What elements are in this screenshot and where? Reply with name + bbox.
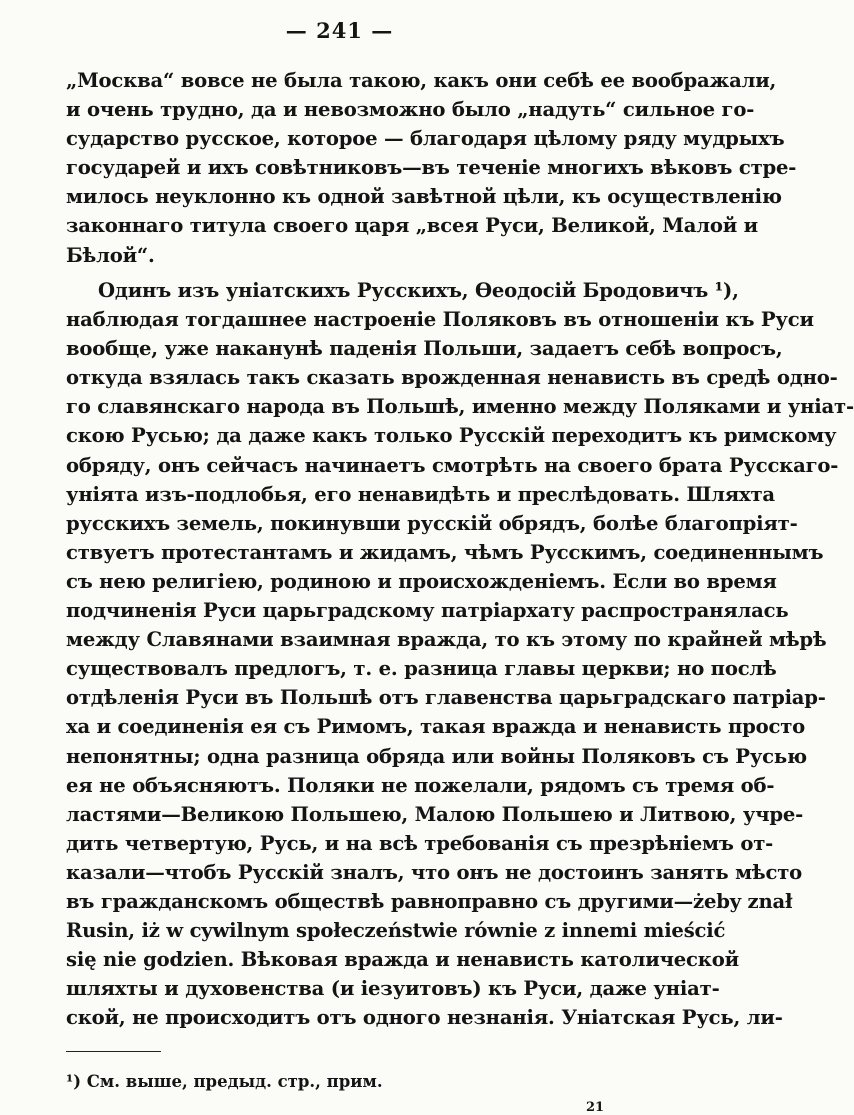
text-line: ской, не происходитъ отъ одного незнанія. Уніатская Русь, ли- — [66, 1006, 783, 1030]
text-line: государей и ихъ совѣтниковъ—въ теченіе многихъ вѣковъ стре- — [66, 156, 797, 180]
text-line: ея не объясняютъ. Поляки не пожелали, рядомъ съ тремя об- — [66, 773, 775, 797]
paragraph-1 — [66, 66, 797, 270]
text-line: się nie godzien. Вѣковая вражда и ненависть католической — [66, 948, 739, 972]
text-line: ствуетъ протестантамъ и жидамъ, чѣмъ Русскимъ, соединеннымъ — [66, 540, 824, 564]
text-line: откуда взялась такъ сказать врожденная ненависть въ средѣ одно- — [66, 366, 838, 390]
page-number: — 241 — — [285, 18, 394, 43]
text-line: между Славянами взаимная вражда, то къ этому по крайней мѣрѣ — [66, 628, 827, 652]
footnote: ¹) См. выше, предыд. стр., прим. — [66, 1072, 383, 1091]
text-line: и очень трудно, да и невозможно было „надуть“ сильное го- — [66, 98, 755, 122]
text-line: го славянскаго народа въ Польшѣ, именно между Поляками и уніат- — [66, 395, 854, 419]
text-line: Rusin, iż w cywilnym społeczeństwie rόwnie z innemi mieścić — [66, 919, 726, 943]
text-line: существовалъ предлогъ, т. е. разница главы церкви; но послѣ — [66, 657, 777, 681]
text-line: законнаго титула своего царя „всея Руси, Великой, Малой и — [66, 214, 759, 238]
text-line: отдѣленія Руси въ Польшѣ отъ главенства царьградскаго патріар- — [66, 686, 826, 710]
text-line: ластями—Великою Польшею, Малою Польшею и Литвою, учре- — [66, 802, 804, 826]
text-line: съ нею религіею, родиною и происхожденіемъ. Если во время — [66, 569, 777, 593]
paragraph-2 — [66, 276, 854, 1032]
text-line: сударство русское, которое — благодаря цѣлому ряду мудрыхъ — [66, 127, 785, 151]
text-line: непонятны; одна разница обряда или войны Поляковъ съ Русью — [66, 744, 807, 768]
text-line: Одинъ изъ уніатскихъ Русскихъ, Ѳеодосій Бродовичъ ¹), — [98, 279, 739, 302]
text-line: „Москва“ вовсе не была такою, какъ они себѣ ее воображали, — [66, 69, 777, 92]
text-line: Бѣлой“. — [66, 243, 155, 267]
text-line: шляхты и духовенства (и іезуитовъ) къ Руси, даже уніат- — [66, 977, 720, 1001]
text-line: скою Русью; да даже какъ только Русскій переходитъ къ римскому — [66, 424, 837, 448]
text-line: обряду, онъ сейчасъ начинаетъ смотрѣть на своего брата Русскаго- — [66, 453, 839, 477]
text-line: ха и соединенія ея съ Римомъ, такая вражда и ненависть просто — [66, 715, 806, 739]
text-line: вообще, уже наканунѣ паденія Польши, задаетъ себѣ вопросъ, — [66, 337, 783, 361]
footnote-divider — [66, 1051, 161, 1052]
text-line: милось неуклонно къ одной завѣтной цѣли, къ осуществленію — [66, 185, 782, 209]
signature-mark: 21 — [586, 1100, 605, 1115]
text-line: наблюдая тогдашнее настроеніе Поляковъ въ отношеніи къ Руси — [66, 308, 814, 332]
text-line: уніята изъ-подлобья, его ненавидѣть и преслѣдовать. Шляхта — [66, 482, 775, 506]
text-line: въ гражданскомъ обществѣ равноправно съ другими—żeby znał — [66, 889, 793, 913]
text-line: русскихъ земель, покинувши русскій обрядъ, болѣе благопріят- — [66, 511, 798, 535]
text-line: дить четвертую, Русь, и на всѣ требованія съ презрѣніемъ от- — [66, 831, 774, 855]
text-line: казали—чтобъ Русскій зналъ, что онъ не достоинъ занять мѣсто — [66, 860, 803, 884]
text-line: подчиненія Руси царьградскому патріархату распространялась — [66, 599, 789, 623]
